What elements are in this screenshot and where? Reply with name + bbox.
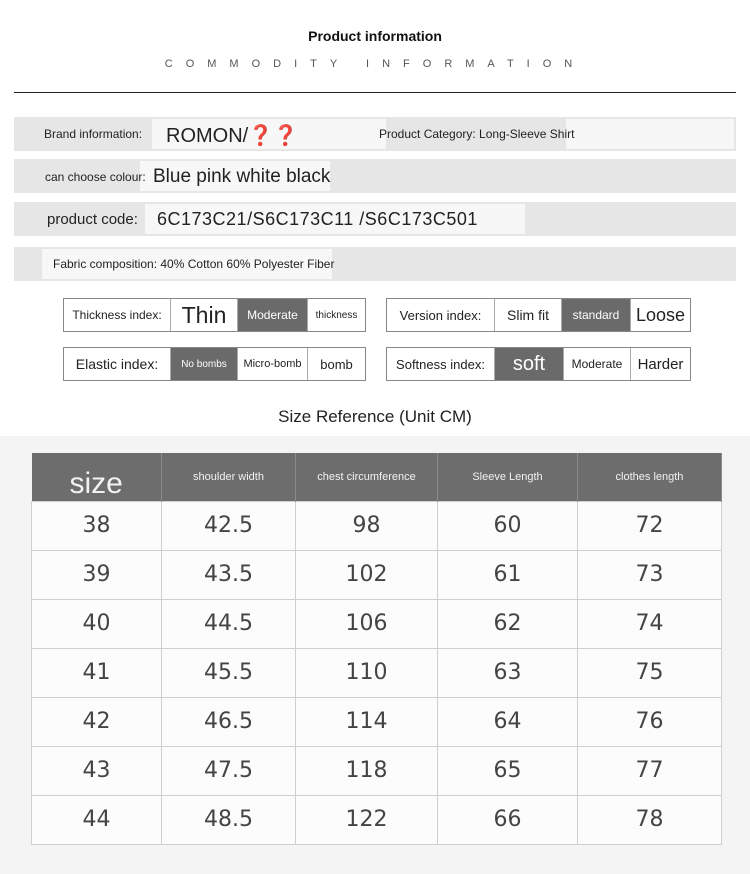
cell-size: 38	[32, 501, 162, 550]
table-row	[32, 501, 722, 550]
cell-shoulder: 46.5	[162, 697, 296, 746]
header-chest-circumference: chest circumference	[296, 453, 438, 501]
cell-sleeve: 63	[438, 648, 578, 697]
thickness-index-label: Thickness index:	[72, 308, 162, 322]
cell-length: 73	[578, 550, 722, 599]
elastic-index	[63, 347, 366, 381]
elastic-index-label: Elastic index:	[75, 356, 159, 372]
cell-sleeve: 66	[438, 795, 578, 844]
header-clothes-length: clothes length	[578, 453, 722, 501]
cell-size: 43	[32, 746, 162, 795]
brand-label: Brand information:	[44, 127, 143, 141]
version-index	[386, 298, 691, 332]
softness-option-moderate: Moderate	[563, 348, 630, 380]
product-code-label: product code:	[47, 211, 138, 228]
cell-chest: 106	[296, 599, 438, 648]
product-code-value: 6C173C21/S6C173C11 /S6C173C501	[157, 209, 478, 229]
brand-value: ROMON/❓❓	[166, 125, 299, 147]
cell-size: 42	[32, 697, 162, 746]
fabric-composition: Fabric composition: 40% Cotton 60% Polyester Fiber	[53, 257, 335, 271]
table-row	[32, 746, 722, 795]
elastic-option-bomb: bomb	[307, 348, 365, 380]
table-row	[32, 697, 722, 746]
cell-length: 76	[578, 697, 722, 746]
cell-shoulder: 44.5	[162, 599, 296, 648]
cell-length: 75	[578, 648, 722, 697]
softness-option-soft: soft	[494, 348, 563, 380]
cell-size: 44	[32, 795, 162, 844]
version-index-label: Version index:	[399, 307, 482, 323]
cell-chest: 118	[296, 746, 438, 795]
elastic-option-no-bombs: No bombs	[170, 348, 237, 380]
colour-label: can choose colour:	[45, 170, 146, 184]
header-size: size	[32, 453, 162, 501]
cell-shoulder: 43.5	[162, 550, 296, 599]
size-table-header	[32, 453, 722, 501]
cell-chest: 122	[296, 795, 438, 844]
colour-value: Blue pink white black	[153, 166, 331, 187]
thickness-option-moderate: Moderate	[237, 299, 307, 331]
section-subtitle: COMMODITY INFORMATION	[164, 58, 586, 70]
version-option-standard: standard	[561, 299, 630, 331]
product-category: Product Category: Long-Sleeve Shirt	[379, 127, 575, 141]
cell-length: 78	[578, 795, 722, 844]
cell-chest: 114	[296, 697, 438, 746]
cell-length: 74	[578, 599, 722, 648]
table-row	[32, 550, 722, 599]
cell-sleeve: 65	[438, 746, 578, 795]
table-row	[32, 795, 722, 844]
cell-sleeve: 61	[438, 550, 578, 599]
cell-shoulder: 47.5	[162, 746, 296, 795]
cell-sleeve: 60	[438, 501, 578, 550]
softness-index-label: Softness index:	[396, 356, 485, 372]
cell-shoulder: 45.5	[162, 648, 296, 697]
cell-size: 41	[32, 648, 162, 697]
brand-strip	[14, 117, 736, 151]
cell-length: 77	[578, 746, 722, 795]
cell-sleeve: 62	[438, 599, 578, 648]
thickness-option-thickness: thickness	[307, 299, 365, 331]
cell-size: 39	[32, 550, 162, 599]
table-row	[32, 599, 722, 648]
cell-sleeve: 64	[438, 697, 578, 746]
header-shoulder-width: shoulder width	[162, 453, 296, 501]
thickness-option-thin: Thin	[170, 299, 237, 331]
fabric-strip	[14, 247, 736, 281]
softness-option-harder: Harder	[630, 348, 690, 380]
size-reference-title: Size Reference (Unit CM)	[278, 407, 472, 426]
size-table	[31, 453, 722, 845]
version-option-slim-fit: Slim fit	[494, 299, 561, 331]
softness-index	[386, 347, 691, 381]
elastic-option-micro-bomb: Micro-bomb	[237, 348, 307, 380]
product-code-strip	[14, 202, 736, 236]
cell-chest: 98	[296, 501, 438, 550]
thickness-index	[63, 298, 366, 332]
section-title: Product information	[308, 28, 442, 44]
cell-size: 40	[32, 599, 162, 648]
table-row	[32, 648, 722, 697]
header-divider	[14, 92, 736, 93]
cell-shoulder: 48.5	[162, 795, 296, 844]
colour-strip	[14, 159, 736, 193]
cell-chest: 110	[296, 648, 438, 697]
cell-chest: 102	[296, 550, 438, 599]
header-sleeve-length: Sleeve Length	[438, 453, 578, 501]
cell-length: 72	[578, 501, 722, 550]
version-option-loose: Loose	[630, 299, 690, 331]
cell-shoulder: 42.5	[162, 501, 296, 550]
